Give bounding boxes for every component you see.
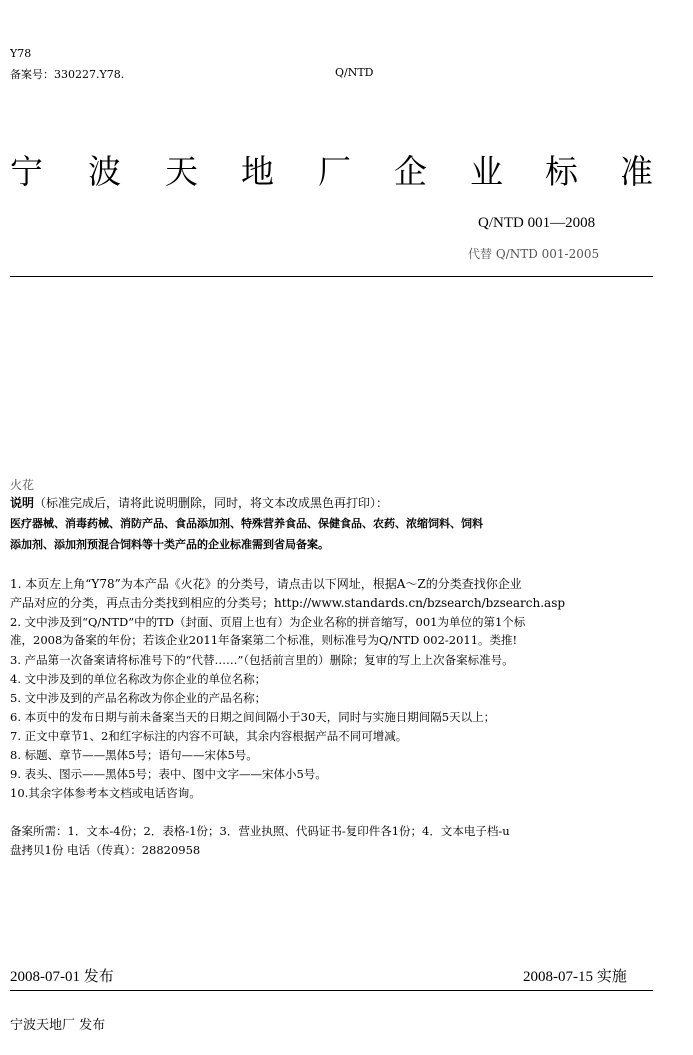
instruction-item: 7. 正文中章节1、2和红字标注的内容不可缺，其余内容根据产品不同可增减。: [10, 729, 408, 743]
instruction-item: 8. 标题、章节——黑体5号；语句——宋体5号。: [10, 748, 258, 762]
classification-code: Y78: [10, 47, 32, 60]
title-char: 波: [88, 152, 121, 191]
instruction-item: 2. 文中涉及到“Q/NTD”中的TD（封面、页眉上也有）为企业名称的拼音缩写，001为单位的第1个标: [10, 615, 526, 629]
instruction-item: 产品对应的分类，再点击分类找到相应的分类号；http://www.standards.cn/bzsearch/bzsearch.asp: [10, 596, 566, 610]
implementation-date: 2008-07-15 实施: [523, 969, 627, 985]
instruction-item: 1. 本页左上角“Y78”为本产品《火花》的分类号，请点击以下网址，根据A～Z的分类查找你企业: [10, 577, 522, 591]
title-char: 业: [470, 152, 503, 191]
note-line: 添加剂、添加剂预混合饲料等十类产品的企业标准需到省局备案。: [10, 538, 329, 551]
instruction-item: 9. 表头、图示——黑体5号；表中、图中文字——宋体小5号。: [10, 767, 327, 781]
issue-date: 2008-07-01 发布: [10, 969, 114, 985]
title-char: 地: [241, 152, 274, 191]
standard-number: Q/NTD 001—2008: [478, 215, 596, 231]
note-heading-label: 说明: [10, 496, 35, 510]
title-char: 天: [165, 152, 198, 191]
standard-abbreviation: Q/NTD: [335, 66, 374, 79]
instruction-item: 4. 文中涉及到的单位名称改为你企业的单位名称；: [10, 672, 267, 686]
replaces-standard: 代替 Q/NTD 001-2005: [468, 247, 600, 261]
title-char: 准: [620, 152, 653, 191]
title-char: 企: [394, 152, 427, 191]
instruction-item: 6. 本页中的发布日期与前未备案当天的日期之间间隔小于30天，同时与实施日期间隔5天以上；: [10, 710, 496, 724]
record-number: 备案号：330227.Y78.: [10, 68, 125, 81]
header-divider: [10, 276, 653, 277]
instruction-item: 3. 产品第一次备案请将标准号下的“代替……”（包括前言里的）删除；复审的写上上次备案标准号。: [10, 653, 514, 667]
note-line: 医疗器械、消毒药械、消防产品、食品添加剂、特殊营养食品、保健食品、农药、浓缩饲料、饲料: [10, 517, 483, 530]
instruction-item: 5. 文中涉及到的产品名称改为你企业的产品名称；: [10, 691, 267, 705]
title-char: 厂: [318, 152, 351, 191]
publisher: 宁波天地厂 发布: [10, 1018, 106, 1033]
document-title: [0, 146, 693, 191]
note-heading-text: （标准完成后，请将此说明删除，同时，将文本改成黑色再打印）：: [34, 496, 389, 510]
instruction-item: 准，2008为备案的年份；若该企业2011年备案第二个标准，则标准号为Q/NTD 002-2011。类推!: [10, 633, 518, 647]
title-char: 宁: [10, 152, 43, 191]
title-char: 标: [545, 152, 578, 191]
note-heading: [10, 494, 388, 511]
footer-divider: [10, 990, 653, 991]
instruction-item: 10.其余字体参考本文档或电话咨询。: [10, 786, 201, 800]
materials-line: 备案所需：1．文本-4份；2．表格-1份；3．营业执照、代码证书-复印件各1份；4．文本电子档-u: [10, 824, 510, 838]
product-name: 火花: [10, 478, 35, 492]
materials-line: 盘拷贝1份 电话（传真）：28820958: [10, 843, 201, 857]
